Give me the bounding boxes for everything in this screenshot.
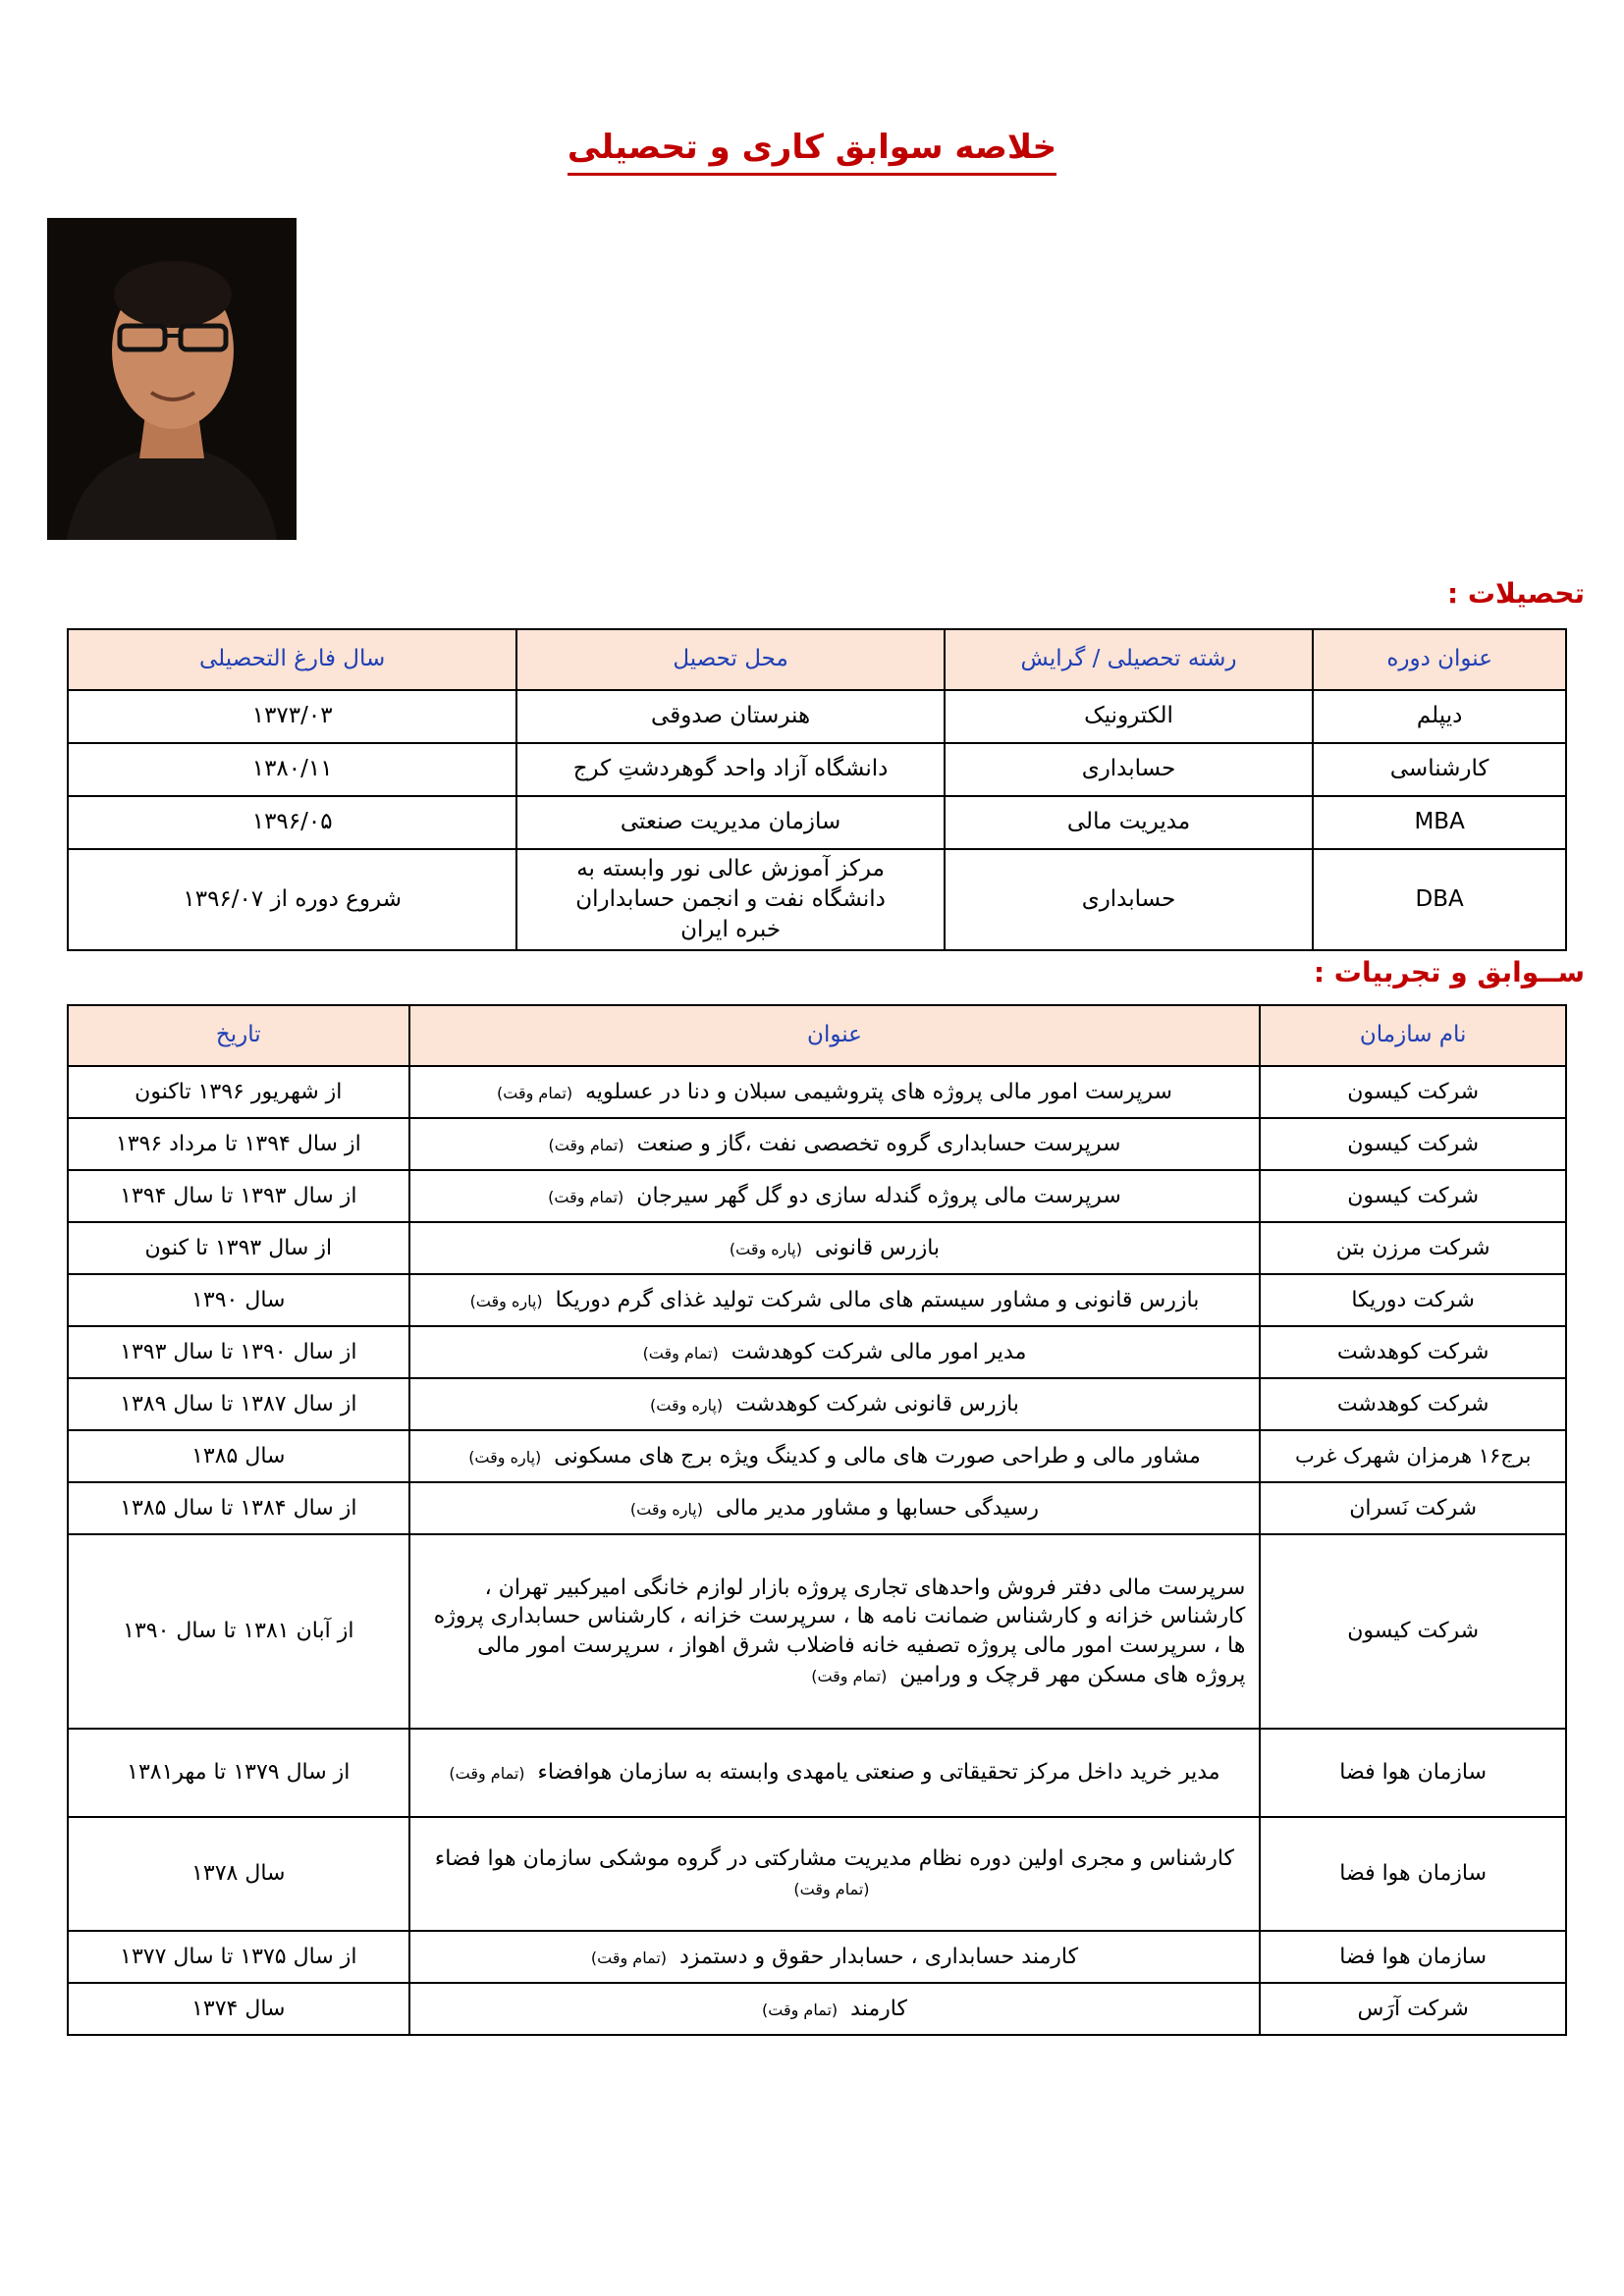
employment-type: (تمام وقت) bbox=[590, 1948, 668, 1967]
org-cell: شرکت مرزن بتن bbox=[1260, 1222, 1566, 1274]
employment-type: (تمام وقت) bbox=[642, 1343, 719, 1362]
degree-cell: کارشناسی bbox=[1313, 743, 1566, 796]
title-text: سرپرست مالی پروژه گندله سازی دو گل گهر سیرجان bbox=[636, 1183, 1121, 1208]
place-cell: مرکز آموزش عالی نور وابسته به دانشگاه نفت و انجمن حسابداران خبره ایران bbox=[516, 849, 944, 950]
column-header: سال فارغ التحصیلی bbox=[68, 629, 516, 690]
date-cell: از سال ۱۳۹۴ تا مرداد ۱۳۹۶ bbox=[68, 1118, 409, 1170]
experience-table bbox=[67, 1004, 1567, 2036]
title-cell bbox=[409, 1326, 1261, 1378]
title-text: مدیر امور مالی شرکت کوهدشت bbox=[731, 1339, 1027, 1364]
title-text: کارمند bbox=[850, 1996, 907, 2021]
column-header: محل تحصیل bbox=[516, 629, 944, 690]
degree-cell: دیپلم bbox=[1313, 690, 1566, 743]
table-row bbox=[68, 1170, 1566, 1222]
org-cell: شرکت کوهدشت bbox=[1260, 1326, 1566, 1378]
title-text: رسیدگی حسابها و مشاور مدیر مالی bbox=[716, 1495, 1040, 1521]
table-row bbox=[68, 1931, 1566, 1983]
education-table bbox=[67, 628, 1567, 951]
title-cell bbox=[409, 1222, 1261, 1274]
org-cell: شرکت کوهدشت bbox=[1260, 1378, 1566, 1430]
org-cell: شرکت کیسون bbox=[1260, 1170, 1566, 1222]
title-text: مشاور مالی و طراحی صورت های مالی و کدینگ ویژه برج های مسکونی bbox=[554, 1443, 1201, 1468]
title-text: مدیر خرید داخل مرکز تحقیقاتی و صنعتی یامهدی وابسته به سازمان هوافضاء bbox=[537, 1760, 1220, 1786]
place-cell: سازمان مدیریت صنعتی bbox=[516, 796, 944, 849]
table-row bbox=[68, 849, 1566, 950]
employment-type: (تمام وقت) bbox=[762, 2000, 839, 2019]
title-cell bbox=[409, 1931, 1261, 1983]
date-cell: سال ۱۳۷۴ bbox=[68, 1983, 409, 2035]
employment-type: (تمام وقت) bbox=[497, 1083, 573, 1102]
table-row bbox=[68, 1222, 1566, 1274]
title-text: سرپرست امور مالی پروژه های پتروشیمی سبلان و دنا در عسلویه bbox=[585, 1079, 1172, 1104]
column-header: عنوان bbox=[409, 1005, 1261, 1066]
title-text: بازرس قانونی شرکت کوهدشت bbox=[735, 1391, 1019, 1416]
date-cell: سال ۱۳۹۰ bbox=[68, 1274, 409, 1326]
field-cell: حسابداری bbox=[945, 743, 1313, 796]
column-header: عنوان دوره bbox=[1313, 629, 1566, 690]
employment-type: (پاره وقت) bbox=[468, 1447, 542, 1467]
title-text: سرپرست مالی دفتر فروش واحدهای تجاری پروژه بازار لوازم خانگی امیرکبیر تهران ، کارشناس خزانه و کارشناس ضمانت نامه ها ، سرپرست خزانه ، کارشناس حسابداری پروژه ها ، سرپرست امور مالی پروژه تصفیه خانه فاضلاب شرق اهواز ، سرپرست امور مالی پروژه های مسکن مهر قرچک و ورامین bbox=[433, 1575, 1246, 1687]
org-cell: شرکت نَسران bbox=[1260, 1482, 1566, 1534]
org-cell: شرکت کیسون bbox=[1260, 1534, 1566, 1729]
experience-heading: ســوابق و تجربیات : bbox=[1313, 956, 1585, 988]
table-row bbox=[68, 1066, 1566, 1118]
table-row bbox=[68, 1817, 1566, 1931]
date-cell: از سال ۱۳۸۴ تا سال ۱۳۸۵ bbox=[68, 1482, 409, 1534]
employment-type: (پاره وقت) bbox=[650, 1395, 724, 1415]
title-cell bbox=[409, 1983, 1261, 2035]
date-cell: از سال ۱۳۹۰ تا سال ۱۳۹۳ bbox=[68, 1326, 409, 1378]
table-row bbox=[68, 1482, 1566, 1534]
degree-cell: DBA bbox=[1313, 849, 1566, 950]
employment-type: (تمام وقت) bbox=[548, 1135, 624, 1154]
table-row bbox=[68, 1118, 1566, 1170]
title-cell bbox=[409, 1482, 1261, 1534]
title-text: کارشناس و مجری اولین دوره نظام مدیریت مشارکتی در گروه موشکی سازمان هوا فضاء bbox=[434, 1846, 1235, 1872]
title-cell bbox=[409, 1378, 1261, 1430]
title-text: کارمند حسابداری ، حسابدار حقوق و دستمزد bbox=[679, 1944, 1079, 1969]
date-cell: از سال ۱۳۷۵ تا سال ۱۳۷۷ bbox=[68, 1931, 409, 1983]
date-cell: از آبان ۱۳۸۱ تا سال ۱۳۹۰ bbox=[68, 1534, 409, 1729]
employment-type: (تمام وقت) bbox=[449, 1764, 525, 1784]
year-cell: شروع دوره از ۱۳۹۶/۰۷ bbox=[68, 849, 516, 950]
profile-photo bbox=[47, 218, 297, 540]
title-cell bbox=[409, 1430, 1261, 1482]
title-cell bbox=[409, 1729, 1261, 1817]
field-cell: مدیریت مالی bbox=[945, 796, 1313, 849]
org-cell: شرکت دوریکا bbox=[1260, 1274, 1566, 1326]
page-title: خلاصه سوابق کاری و تحصیلی bbox=[0, 128, 1624, 167]
table-row bbox=[68, 690, 1566, 743]
title-text: بازرس قانونی bbox=[814, 1235, 941, 1260]
org-cell: سازمان هوا فضا bbox=[1260, 1729, 1566, 1817]
table-row bbox=[68, 1430, 1566, 1482]
education-heading: تحصیلات : bbox=[1446, 577, 1585, 610]
column-header: رشته تحصیلی / گرایش bbox=[945, 629, 1313, 690]
employment-type: (پاره وقت) bbox=[469, 1291, 543, 1310]
title-cell bbox=[409, 1534, 1261, 1729]
column-header: تاریخ bbox=[68, 1005, 409, 1066]
table-row bbox=[68, 743, 1566, 796]
title-cell bbox=[409, 1170, 1261, 1222]
field-cell: الکترونیک bbox=[945, 690, 1313, 743]
year-cell: ۱۳۹۶/۰۵ bbox=[68, 796, 516, 849]
field-cell: حسابداری bbox=[945, 849, 1313, 950]
date-cell: از سال ۱۳۹۳ تا سال ۱۳۹۴ bbox=[68, 1170, 409, 1222]
place-cell: دانشگاه آزاد واحد گوهردشتِ کرج bbox=[516, 743, 944, 796]
employment-type: (پاره وقت) bbox=[729, 1239, 802, 1258]
table-row bbox=[68, 1729, 1566, 1817]
employment-type: (پاره وقت) bbox=[629, 1499, 703, 1519]
org-cell: شرکت کیسون bbox=[1260, 1118, 1566, 1170]
table-row bbox=[68, 1983, 1566, 2035]
org-cell: شرکت آرَس bbox=[1260, 1983, 1566, 2035]
table-row bbox=[68, 1274, 1566, 1326]
title-cell bbox=[409, 1817, 1261, 1931]
table-row bbox=[68, 1326, 1566, 1378]
org-cell: شرکت کیسون bbox=[1260, 1066, 1566, 1118]
title-cell bbox=[409, 1274, 1261, 1326]
year-cell: ۱۳۸۰/۱۱ bbox=[68, 743, 516, 796]
column-header: نام سازمان bbox=[1260, 1005, 1566, 1066]
date-cell: از سال ۱۳۸۷ تا سال ۱۳۸۹ bbox=[68, 1378, 409, 1430]
place-cell: هنرستان صدوقی bbox=[516, 690, 944, 743]
date-cell: سال ۱۳۷۸ bbox=[68, 1817, 409, 1931]
table-row bbox=[68, 1534, 1566, 1729]
date-cell: سال ۱۳۸۵ bbox=[68, 1430, 409, 1482]
experience-header-row bbox=[68, 1005, 1566, 1066]
date-cell: از سال ۱۳۹۳ تا کنون bbox=[68, 1222, 409, 1274]
portrait-image bbox=[47, 218, 297, 540]
title-cell bbox=[409, 1118, 1261, 1170]
date-cell: از شهریور ۱۳۹۶ تاکنون bbox=[68, 1066, 409, 1118]
title-text: سرپرست حسابداری گروه تخصصی نفت ،گاز و صنعت bbox=[636, 1131, 1121, 1156]
year-cell: ۱۳۷۳/۰۳ bbox=[68, 690, 516, 743]
title-cell bbox=[409, 1066, 1261, 1118]
education-header-row bbox=[68, 629, 1566, 690]
employment-type: (تمام وقت) bbox=[548, 1187, 624, 1206]
degree-cell: MBA bbox=[1313, 796, 1566, 849]
date-cell: از سال ۱۳۷۹ تا مهر۱۳۸۱ bbox=[68, 1729, 409, 1817]
table-row bbox=[68, 1378, 1566, 1430]
employment-type: (تمام وقت) bbox=[793, 1880, 870, 1898]
table-row bbox=[68, 796, 1566, 849]
org-cell: سازمان هوا فضا bbox=[1260, 1931, 1566, 1983]
employment-type: (تمام وقت) bbox=[811, 1666, 888, 1685]
org-cell: برج۱۶ هرمزان شهرک غرب bbox=[1260, 1430, 1566, 1482]
title-text: بازرس قانونی و مشاور سیستم های مالی شرکت تولید غذای گرم دوریکا bbox=[555, 1287, 1200, 1312]
org-cell: سازمان هوا فضا bbox=[1260, 1817, 1566, 1931]
